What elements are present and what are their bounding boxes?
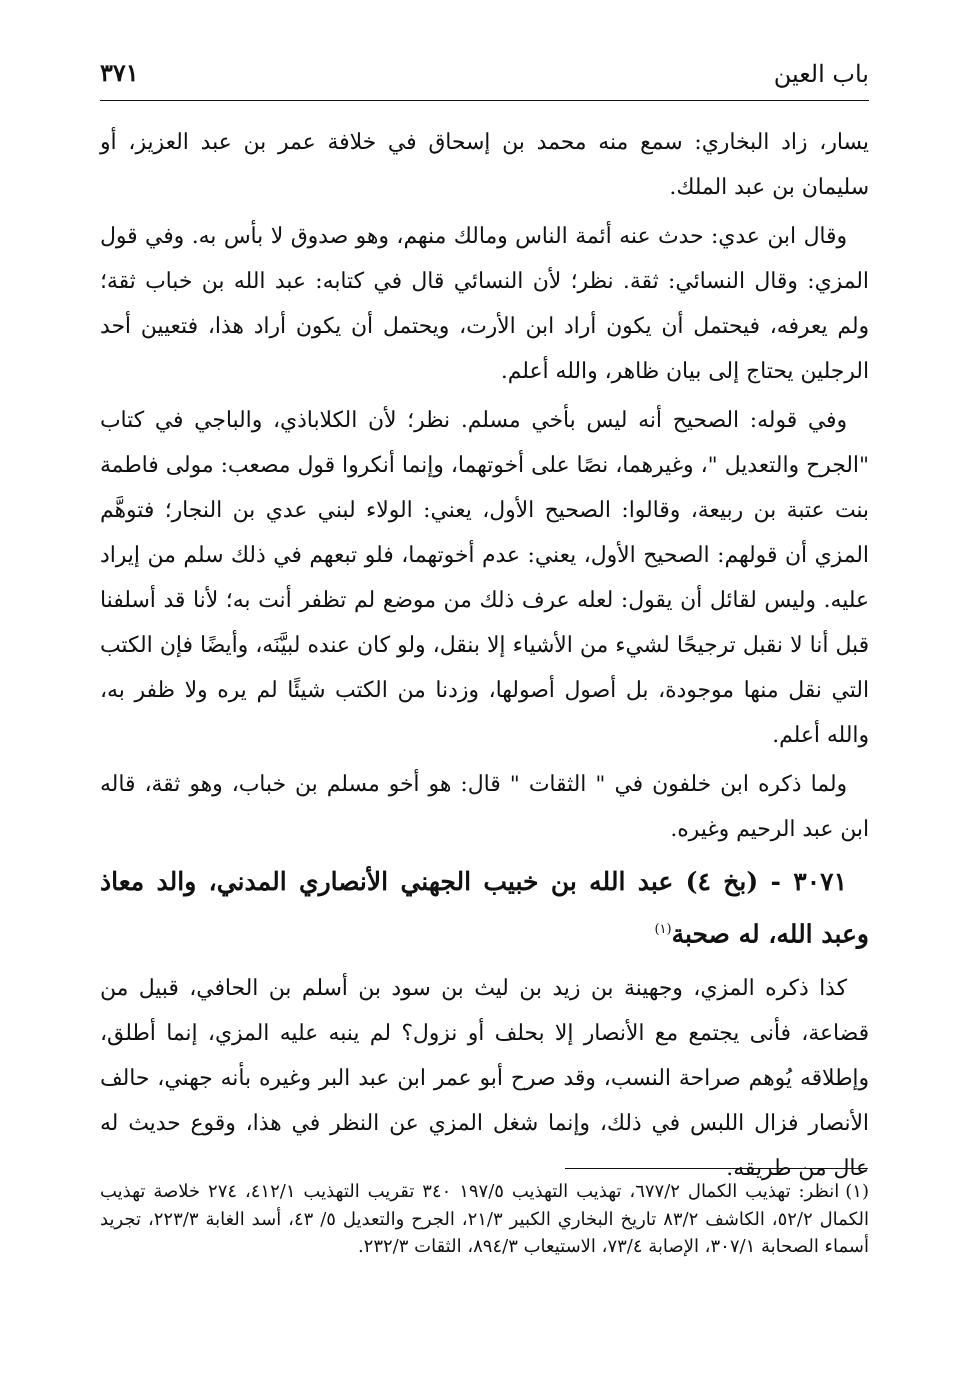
footnote-marker: (١) <box>845 1181 869 1202</box>
main-text <box>100 120 869 1195</box>
footnote-reference[interactable]: (١) <box>654 922 672 937</box>
paragraph-sahih-note: وفي قوله: الصحيح أنه ليس بأخي مسلم. نظر؛ لأن الكلاباذي، والباجي في كتاب "الجرح والتعديل "، وغيرهما، نصًا على أخوتهما، وإنما أنكروا قول مصعب: مولى فاطمة بنت عتبة بن ربيعة، وقالوا: الصحيح الأول، يعني: الولاء لبني عدي بن النجار؛ فتوهَّم المزي أن قولهم: الصحيح الأول، يعني: عدم أخوتهما، فلو تبعهم في ذلك سلم من إيراد عليه. وليس لقائل أن يقول: لعله عرف ذلك من موضع لم تظفر أنت به؛ لأنا قد أسلفنا قبل أنا لا نقبل ترجيحًا لشيء من الأشياء إلا بنقل، ولو كان عنده لبيَّنَه، وأيضًا فإن الكتب التي نقل منها موجودة، بل أصول أصولها، وزدنا من الكتب شيئًا لم يره ولا ظفر به، والله أعلم. <box>100 408 869 748</box>
entry-heading <box>100 858 869 958</box>
paragraph-ibn-khalfun: ولما ذكره ابن خلفون في " الثقات " قال: هو أخو مسلم بن خباب، وهو ثقة، قاله ابن عبد الرحيم وغيره. <box>100 772 869 842</box>
entry-paragraph: كذا ذكره المزي، وجهينة بن زيد بن ليث بن سود بن أسلم بن الحافي، قبيل من قضاعة، فأنى يجتمع مع الأنصار إلا بحلف أو نزول؟ لم ينبه عليه المزي، إنما أطلق، وإطلاقه يُوهم صراحة النسب، وقد صرح أبو عمر ابن عبد البر وغيره بأنه جهني، حالف الأنصار فزال اللبس في ذلك، وإنما شغل المزي عن النظر في هذا، وقوع حديث له عال من طريقه. <box>100 976 869 1182</box>
paragraph-ibn-adi: وقال ابن عدي: حدث عنه أئمة الناس ومالك منهم، وهو صدوق لا بأس به. وفي قول المزي: وقال النسائي: ثقة. نظر؛ لأن النسائي قال في كتابه: عبد الله بن خباب ثقة؛ ولم يعرفه، فيحتمل أن يكون أراد ابن الأرت، ويحتمل أن يكون أراد هذا، فتعيين أحد الرجلين يحتاج إلى بيان ظاهر، والله أعلم. <box>100 224 869 384</box>
chapter-title: باب العين <box>773 60 869 88</box>
running-header <box>100 52 869 101</box>
page-number: ٣٧١ <box>100 58 139 87</box>
footnote-text: انظر: تهذيب الكمال ٦٧٧/٢، تهذيب التهذيب ١٩٧/٥ ٣٤٠ تقريب التهذيب ٤١٢/١، ٢٧٤ خلاصة تهذيب الكمال ٥٢/٢، الكاشف ٨٣/٢ تاريخ البخاري الكبير ٢١/٣، الجرح والتعديل ٥/ ٤٣، أسد الغابة ٢٢٣/٣، تجريد أسماء الصحابة ٣٠٧/١، الإصابة ٧٣/٤، الاستيعاب ٨٩٤/٣، الثقات ٢٣٢/٣. <box>100 1181 869 1257</box>
footnote-divider <box>565 1168 868 1169</box>
entry-heading-text: ٣٠٧١ - (بخ ٤) عبد الله بن خبيب الجهني الأنصاري المدني، والد معاذ وعبد الله، له صحبة <box>100 867 869 949</box>
footnotes-section <box>100 1178 869 1265</box>
footnote-item <box>100 1178 869 1261</box>
paragraph-continuation: يسار، زاد البخاري: سمع منه محمد بن إسحاق في خلافة عمر بن عبد العزيز، أو سليمان بن عبد الملك. <box>100 130 869 200</box>
